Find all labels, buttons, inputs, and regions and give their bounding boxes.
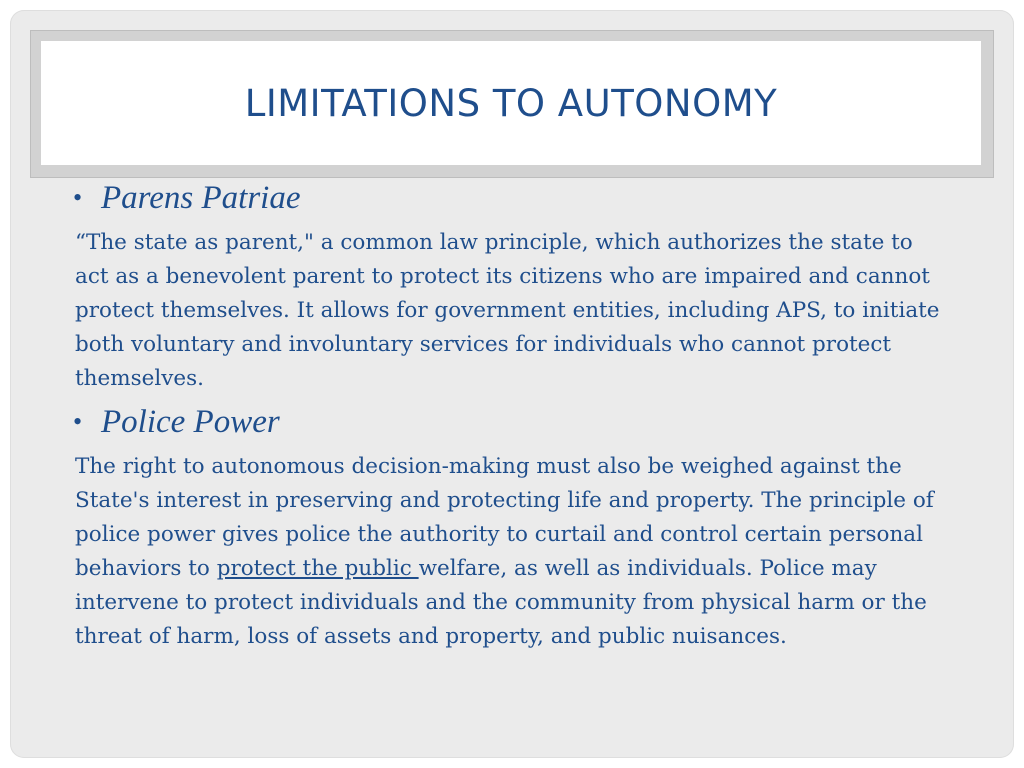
bullet-police-power [73,402,953,442]
slide-content [73,178,953,654]
bullet-dot-icon: • [73,407,83,436]
police-power-text-end: welfare, as well as individuals. Police may intervene to protect individuals and the community from physical harm or the threat of harm, loss of assets and property, and public nuisances. [75,556,927,649]
bullet-dot-icon: • [73,183,83,212]
slide-title: LIMITATIONS TO AUTONOMY [244,81,778,125]
title-frame [30,30,994,178]
slide [10,10,1014,758]
title-box [41,41,981,165]
police-power-description [73,450,953,654]
police-power-text-start: The right to autonomous decision-making must also be weighed against the State's interest in preserving and protecting life and property. The principle of police power gives police the authority to curtail and control certain personal behaviors to [75,454,934,581]
bullet-term: Police Power [101,404,280,440]
bullet-parens-patriae [73,178,953,218]
protect-the-public-link[interactable]: protect the public [216,556,419,581]
bullet-term: Parens Patriae [101,180,301,216]
parens-patriae-description: “The state as parent," a common law principle, which authorizes the state to act as a benevolent parent to protect its citizens who are impaired and cannot protect themselves. It allows for government entities, including APS, to initiate both voluntary and involuntary services for individuals who cannot protect themselves. [75,230,940,391]
